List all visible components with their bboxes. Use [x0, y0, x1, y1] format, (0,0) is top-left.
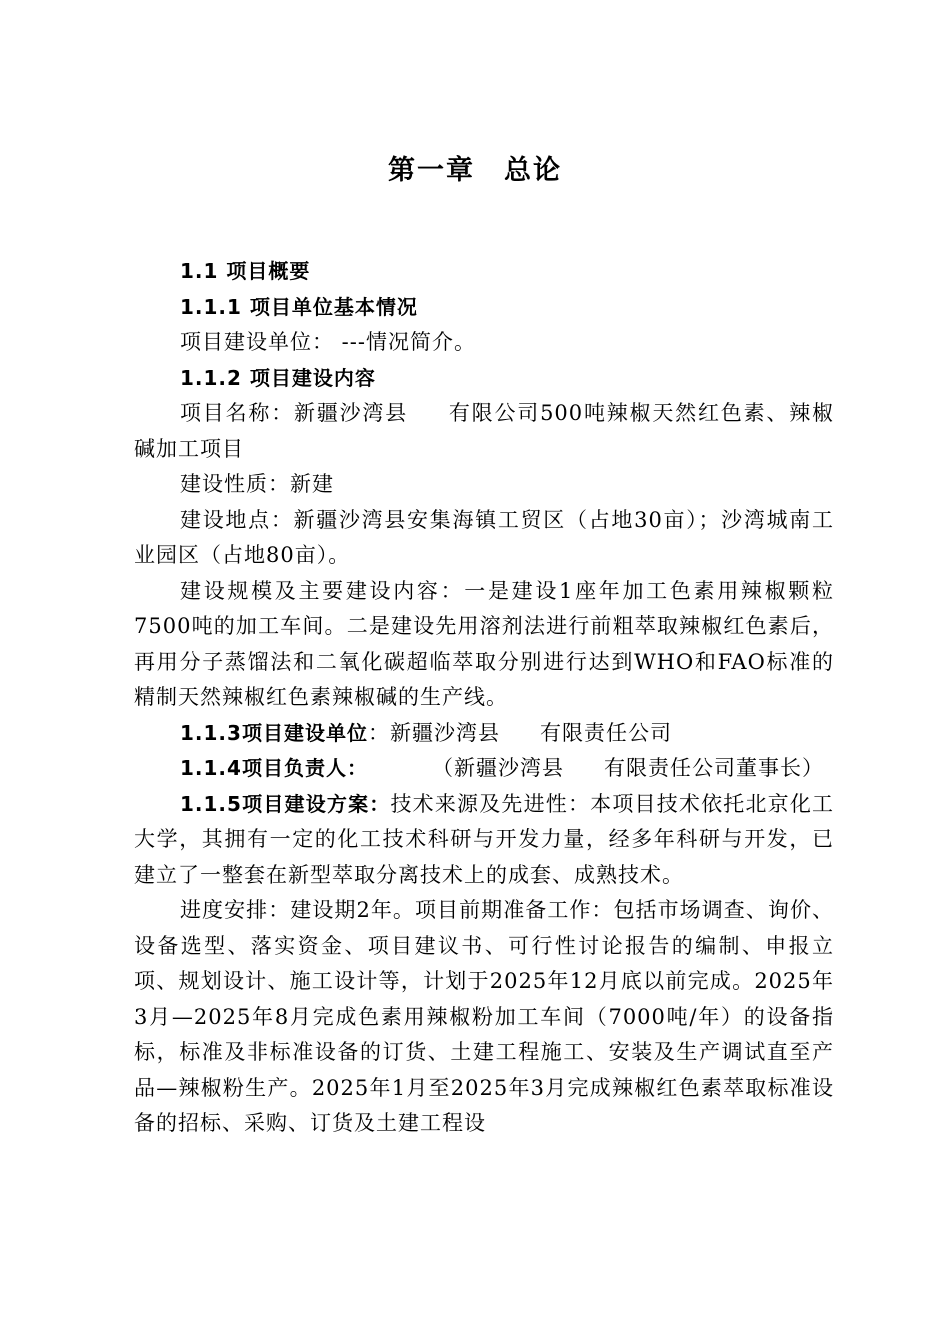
- section-1-1-5-paragraph: [134, 787, 834, 894]
- section-1-1-3-label: 1.1.3项目建设单位: [180, 720, 368, 745]
- section-heading-1-1-2: 1.1.2 项目建设内容: [180, 365, 376, 390]
- section-1-1-3-part2: 有限责任公司: [539, 720, 672, 745]
- section-heading-1-1: 1.1 项目概要: [180, 259, 311, 283]
- section-1-1-3-paragraph: [134, 716, 834, 752]
- section-1-1-5-text: 技术来源及先进性：本项目技术依托北京化工大学，其拥有一定的化工技术科研与开发力量，经多年科研与开发，已建立了一整套在新型萃取分离技术上的成套、成熟技术。: [134, 791, 835, 887]
- section-1-1-4-part1: （新疆沙湾县: [431, 756, 564, 780]
- project-name-part1: 项目名称：新疆沙湾县: [180, 401, 409, 425]
- project-name-paragraph: [134, 396, 834, 467]
- project-name-part2: 有限公司500吨辣椒天然红色素、辣椒碱加工项目: [134, 401, 834, 461]
- chapter-title: 第一章 总论: [388, 155, 562, 186]
- section-1-1-3-part1: ：新疆沙湾县: [367, 720, 500, 745]
- section-1-1-4-label: 1.1.4项目负责人：: [180, 756, 368, 780]
- document-body: [134, 254, 834, 1142]
- construction-location-paragraph: 建设地点：新疆沙湾县安集海镇工贸区（占地30亩）；沙湾城南工业园区（占地80亩）。: [134, 507, 834, 567]
- construction-nature-paragraph: 建设性质：新建: [180, 472, 334, 496]
- unit-paragraph: 项目建设单位： ---情况简介。: [180, 330, 476, 354]
- schedule-paragraph: 进度安排：建设期2年。项目前期准备工作：包括市场调查、询价、设备选型、落实资金、项目建议书、可行性讨论报告的编制、申报立项、规划设计、施工设计等，计划于2025年12月底以前完成。2025年3月—2025年8月完成色素用辣椒粉加工车间（7000吨/年）的设备指标，标准及非标准设备的订货、土建工程施工、安装及生产调试直至产品—辣椒粉生产。2025年1月至2025年3月完成辣椒红色素萃取标准设备的招标、采购、订货及土建工程设: [134, 898, 834, 1135]
- section-heading-1-1-1: 1.1.1 项目单位基本情况: [180, 294, 418, 319]
- construction-scale-paragraph: 建设规模及主要建设内容：一是建设1座年加工色素用辣椒颗粒7500吨的加工车间。二是建设先用溶剂法进行前粗萃取辣椒红色素后，再用分子蒸馏法和二氧化碳超临萃取分别进行达到WHO和FAO标准的精制天然辣椒红色素辣椒碱的生产线。: [134, 578, 834, 709]
- section-1-1-4-part2: 有限责任公司董事长）: [603, 756, 824, 780]
- section-1-1-5-label: 1.1.5项目建设方案：: [180, 791, 391, 816]
- section-1-1-4-paragraph: [134, 751, 834, 787]
